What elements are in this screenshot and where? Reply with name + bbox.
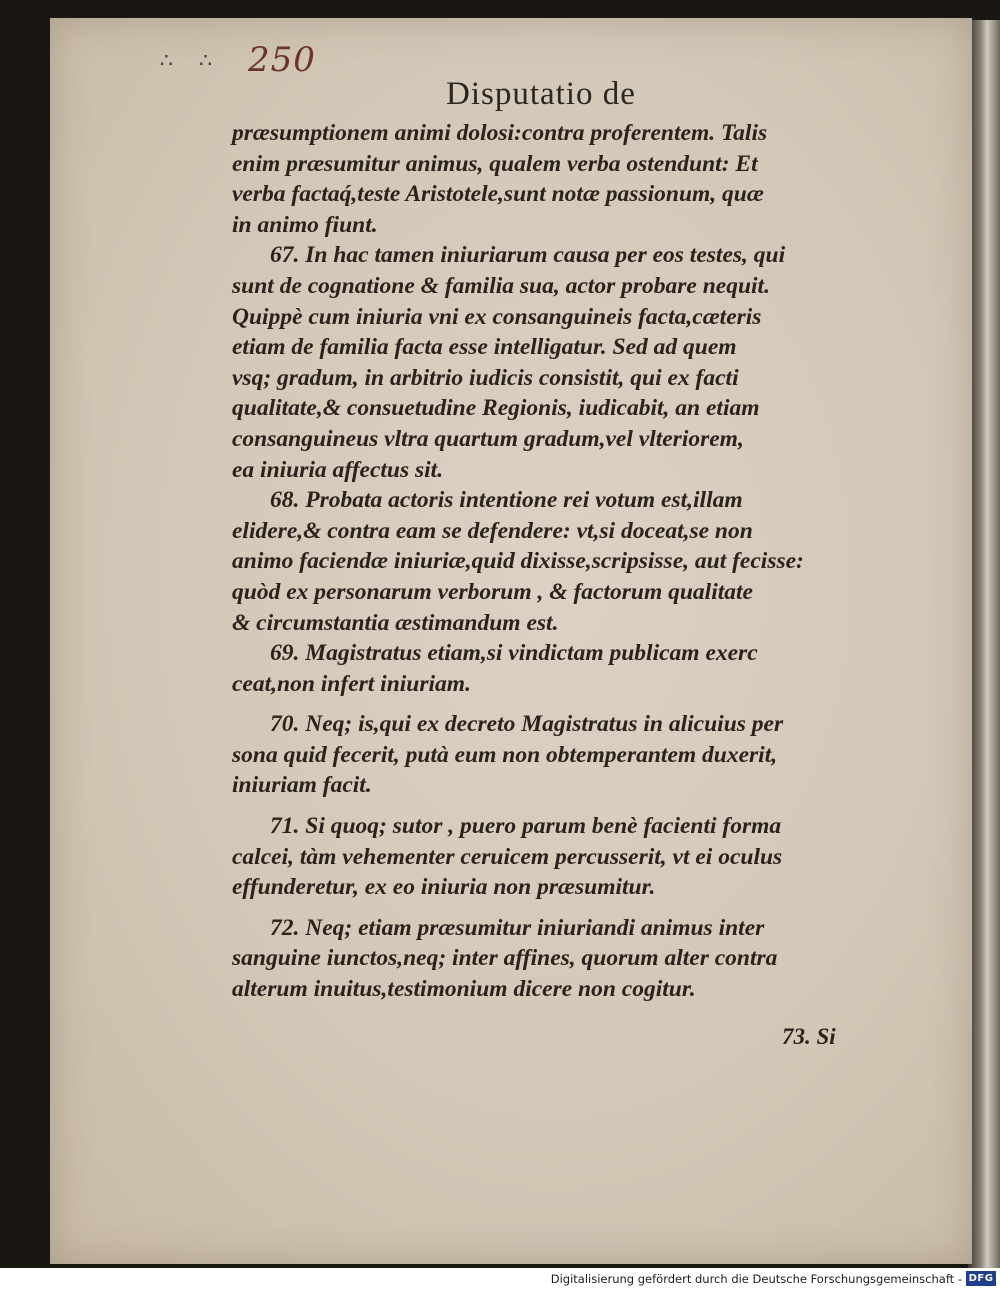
footer-credit: Digitalisierung gefördert durch die Deutsche Forschungsgemeinschaft -	[550, 1272, 962, 1286]
paragraph-67	[232, 240, 864, 485]
text-line: in animo fiunt.	[232, 211, 378, 238]
text-line: sunt de cognatione & familia sua, actor probare nequit.	[232, 272, 770, 299]
text-line: consanguineus vltra quartum gradum,vel vlteriorem,	[232, 425, 744, 452]
library-marks: ∴ ∴	[160, 48, 222, 72]
text-line: 67. In hac tamen iniuriarum causa per eos testes, qui	[270, 242, 786, 269]
text-line: sanguine iunctos,neq; inter affines, quorum alter contra	[232, 945, 778, 972]
paragraph-69	[232, 638, 864, 699]
text-line: ea iniuria affectus sit.	[232, 456, 444, 483]
text-line: elidere,& contra eam se defendere: vt,si doceat,se non	[232, 517, 753, 544]
text-line: 69. Magistratus etiam,si vindictam publicam exerc	[270, 640, 758, 667]
paragraph-72	[232, 913, 864, 1005]
paragraph-66-end	[232, 118, 864, 240]
text-line: verba factaq́,teste Aristotele,sunt notæ passionum, quæ	[232, 181, 764, 208]
dfg-logo-icon: DFG	[966, 1271, 996, 1286]
paragraph-68	[232, 485, 864, 638]
text-line: 72. Neq; etiam præsumitur iniuriandi animus inter	[270, 914, 765, 941]
page-edge	[968, 20, 1000, 1268]
text-line: etiam de familia facta esse intelligatur. Sed ad quem	[232, 334, 737, 361]
text-line: quòd ex personarum verborum , & factorum qualitate	[232, 578, 753, 605]
text-line: præsumptionem animi dolosi:contra proferentem. Talis	[232, 120, 768, 146]
paragraph-70	[232, 709, 864, 801]
handwritten-page-number: 250	[248, 40, 316, 80]
text-line: & circumstantia æstimandum est.	[232, 609, 559, 636]
running-head: Disputatio de	[446, 76, 636, 112]
text-line: enim præsumitur animus, qualem verba ostendunt: Et	[232, 150, 758, 177]
text-line: ceat,non infert iniuriam.	[232, 670, 471, 697]
text-line: animo faciendæ iniuriæ,quid dixisse,scripsisse, aut fecisse:	[232, 548, 804, 575]
text-line: effunderetur, ex eo iniuria non præsumitur.	[232, 874, 656, 901]
body-text	[232, 118, 864, 1005]
text-line: vsq; gradum, in arbitrio iudicis consistit, qui ex facti	[232, 364, 739, 391]
text-line: calcei, tàm vehementer ceruicem percusserit, vt ei oculus	[232, 843, 783, 870]
catchword: 73. Si	[782, 1024, 836, 1049]
text-line: 68. Probata actoris intentione rei votum est,illam	[270, 487, 743, 514]
text-line: Quippè cum iniuria vni ex consanguineis facta,cæteris	[232, 303, 762, 330]
text-line: sona quid fecerit, putà eum non obtemperantem duxerit,	[232, 741, 778, 768]
text-line: 71. Si quoq; sutor , puero parum benè facienti forma	[270, 813, 782, 840]
footer-bar	[0, 1268, 1000, 1290]
text-line: 70. Neq; is,qui ex decreto Magistratus in alicuius per	[270, 711, 784, 738]
text-line: qualitate,& consuetudine Regionis, iudicabit, an etiam	[232, 395, 760, 422]
text-line: alterum inuitus,testimonium dicere non cogitur.	[232, 976, 696, 1003]
paragraph-71	[232, 811, 864, 903]
text-line: iniuriam facit.	[232, 772, 372, 799]
